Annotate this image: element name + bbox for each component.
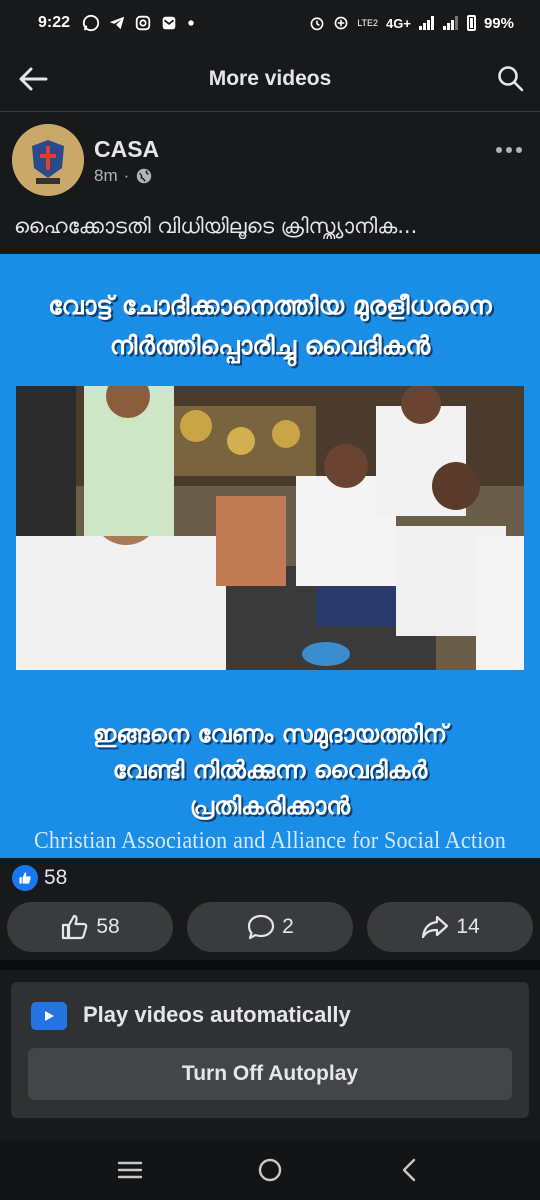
recent-apps-icon[interactable]	[116, 1159, 144, 1181]
system-icons	[309, 15, 514, 32]
video-headline-line: വോട്ട് ചോദിക്കാനെത്തിയ മുരളീധരനെ	[48, 291, 492, 320]
mail-icon	[160, 14, 178, 32]
post-header	[0, 122, 540, 202]
page-title: More videos	[208, 66, 332, 90]
reaction-summary[interactable]	[12, 862, 67, 894]
instagram-icon	[134, 14, 152, 32]
video-footline	[0, 716, 540, 824]
alarm-icon	[309, 15, 325, 31]
back-button[interactable]	[16, 64, 50, 94]
more-options-button[interactable]	[496, 144, 526, 156]
section-divider	[0, 960, 540, 970]
author-name[interactable]: CASA	[94, 136, 160, 162]
status-bar	[0, 0, 540, 46]
video-frame-image	[16, 386, 524, 670]
turn-off-autoplay-button[interactable]: Turn Off Autoplay	[28, 1048, 512, 1100]
video-footline-line: പ്രതികരിക്കാൻ	[189, 792, 351, 820]
network-type: 4G+	[386, 15, 411, 31]
meta-separator: ·	[123, 166, 130, 185]
video-footline-line: വേണ്ടി നിൽക്കുന്ന വൈദികർ	[112, 756, 428, 784]
meeting-scene-image	[16, 386, 524, 670]
like-button[interactable]	[7, 902, 173, 952]
back-arrow-icon	[16, 64, 50, 94]
comment-icon	[246, 913, 276, 941]
data-saver-icon	[333, 15, 349, 31]
dot-icon	[516, 147, 522, 153]
home-icon[interactable]	[256, 1156, 284, 1184]
post-meta	[94, 166, 153, 186]
globe-icon	[135, 167, 153, 185]
whatsapp-icon	[82, 14, 100, 32]
like-reaction-icon	[12, 865, 38, 891]
share-button[interactable]	[367, 902, 533, 952]
search-icon	[496, 64, 526, 94]
video-org-name: Christian Association and Alliance for Social Action	[34, 828, 506, 854]
lte-label: LTE2	[357, 18, 379, 28]
play-video-icon	[31, 1002, 67, 1030]
avatar[interactable]	[12, 124, 84, 196]
autoplay-card	[11, 982, 529, 1118]
video-player[interactable]	[0, 254, 540, 858]
video-footline-line: ഇങ്ങനെ വേണം സമുദായത്തിന്	[92, 720, 448, 748]
like-count: 58	[96, 915, 120, 938]
video-headline	[0, 286, 540, 366]
nav-back-icon[interactable]	[396, 1156, 424, 1184]
telegram-icon	[108, 14, 126, 32]
battery-level: 99%	[483, 14, 514, 32]
post-time[interactable]: 8m	[94, 166, 118, 185]
battery-icon	[467, 15, 476, 31]
top-app-bar	[0, 46, 540, 112]
dot-icon	[496, 147, 502, 153]
share-icon	[420, 913, 450, 941]
system-nav-bar	[0, 1140, 540, 1200]
dot-icon	[506, 147, 512, 153]
signal-icon	[419, 16, 435, 30]
thumbs-up-icon	[60, 913, 90, 941]
casa-logo-icon	[12, 124, 84, 196]
status-time: 9:22	[38, 14, 71, 31]
post-actions	[7, 902, 533, 952]
dot-icon	[186, 14, 196, 32]
share-count: 14	[456, 915, 480, 938]
autoplay-title: Play videos automatically	[83, 1002, 351, 1027]
notification-icons	[82, 14, 196, 32]
reaction-count: 58	[44, 866, 68, 889]
video-headline-line: നിർത്തിപ്പൊരിച്ചു വൈദികൻ	[109, 331, 431, 360]
search-button[interactable]	[496, 64, 526, 94]
comment-button[interactable]	[187, 902, 353, 952]
signal-2-icon	[443, 16, 459, 30]
post-caption[interactable]: ഹൈക്കോടതി വിധിയിലൂടെ ക്രിസ്ത്യാനിക...	[14, 214, 418, 238]
comment-count: 2	[282, 915, 294, 938]
